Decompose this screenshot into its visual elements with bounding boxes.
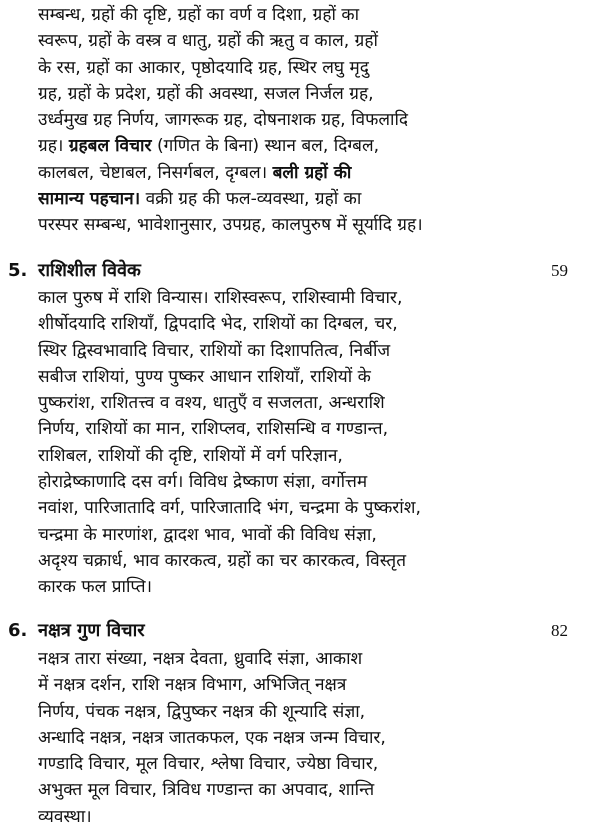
text-line [38, 699, 508, 725]
bold-text-segment: ग्रहबल विचार [68, 136, 152, 157]
text-line [38, 416, 508, 442]
text-segment: स्थिर द्विस्वभावादि विचार, राशियों का दिशापतित्व, निर्बीज [38, 340, 391, 361]
text-line [38, 804, 508, 830]
text-segment: उर्ध्वमुख ग्रह निर्णय, जागरूक ग्रह, दोषनाशक ग्रह, विफलादि [38, 110, 409, 131]
text-segment: चन्द्रमा के मारणांश, द्वादश भाव, भावों की विविध संज्ञा, [38, 524, 377, 545]
text-segment: राशिबल, राशियों की दृष्टि, राशियों में वर्ग परिज्ञान, [38, 445, 343, 466]
text-segment: ग्रह, ग्रहों के प्रदेश, ग्रहों की अवस्था, सजल निर्जल ग्रह, [38, 83, 374, 104]
text-segment: वक्री ग्रह की फल-व्यवस्था, ग्रहों का [140, 189, 362, 210]
text-line [38, 160, 508, 186]
chapter-number: 6. [8, 620, 28, 641]
text-line [38, 495, 508, 521]
text-segment: गण्डादि विचार, मूल विचार, श्लेषा विचार, ज्येष्ठा विचार, [38, 754, 379, 775]
text-segment: पुष्करांश, राशितत्त्व व वश्य, धातुएँ व सजलता, अन्धराशि [38, 393, 385, 414]
text-line [38, 469, 508, 495]
chapter-5-paragraph [38, 285, 508, 601]
text-line [38, 390, 508, 416]
text-segment: ग्रह। [38, 136, 69, 157]
text-segment: व्यवस्था। [38, 806, 92, 827]
text-segment: होराद्रेष्काणादि दस वर्ग। विविध द्रेष्काण संज्ञा, वर्गोत्तम [38, 472, 368, 493]
text-line [38, 646, 508, 672]
bold-text-segment: सामान्य पहचान। [38, 189, 141, 210]
text-segment: परस्पर सम्बन्ध, भावेशानुसार, उपग्रह, कालपुरुष में सूर्यादि ग्रह। [38, 215, 423, 236]
chapter-6-paragraph [38, 646, 508, 830]
text-line [38, 672, 508, 698]
chapter-page-number: 59 [551, 261, 568, 280]
text-segment: अभुक्त मूल विचार, त्रिविध गण्डान्त का अपवाद, शान्ति [38, 780, 375, 801]
text-line [38, 107, 508, 133]
text-line [38, 548, 508, 574]
chapter-page-number: 82 [551, 621, 568, 640]
text-line [38, 522, 508, 548]
chapter-heading-5 [8, 257, 568, 285]
text-line [38, 81, 508, 107]
text-line [38, 2, 508, 28]
text-segment: कालबल, चेष्टाबल, निसर्गबल, दृग्बल। [38, 162, 273, 183]
text-line [38, 311, 508, 337]
text-segment: में नक्षत्र दर्शन, राशि नक्षत्र विभाग, अभिजित् नक्षत्र [38, 675, 347, 696]
chapter-number: 5. [8, 260, 28, 281]
text-segment: के रस, ग्रहों का आकार, पृष्ठोदयादि ग्रह, स्थिर लघु मृदु [38, 57, 369, 78]
text-line [38, 777, 508, 803]
bold-text-segment: बली ग्रहों की [272, 162, 352, 183]
text-line [38, 338, 508, 364]
text-segment: कारक फल प्राप्ति। [38, 577, 153, 598]
chapter-title: राशिशील विवेक [38, 260, 141, 281]
text-segment: अन्धादि नक्षत्र, नक्षत्र जातकफल, एक नक्षत्र जन्म विचार, [38, 727, 386, 748]
text-segment: नवांश, पारिजातादि वर्ग, पारिजातादि भंग, चन्द्रमा के पुष्करांश, [38, 498, 421, 519]
text-line [38, 443, 508, 469]
text-line [38, 55, 508, 81]
text-segment: निर्णय, पंचक नक्षत्र, द्विपुष्कर नक्षत्र की शून्यादि संज्ञा, [38, 701, 366, 722]
text-segment: स्वरूप, ग्रहों के वस्त्र व धातु, ग्रहों की ऋतु व काल, ग्रहों [38, 31, 378, 52]
text-segment: (गणित के बिना) स्थान बल, दिग्बल, [151, 136, 380, 157]
text-line [38, 725, 508, 751]
intro-paragraph [38, 2, 508, 239]
text-line [38, 285, 508, 311]
text-line [38, 28, 508, 54]
text-line [38, 186, 508, 212]
text-line [38, 574, 508, 600]
text-line [38, 364, 508, 390]
text-line [38, 751, 508, 777]
text-segment: निर्णय, राशियों का मान, राशिप्लव, राशिसन्धि व गण्डान्त, [38, 419, 389, 440]
text-segment: सबीज राशियां, पुण्य पुष्कर आधान राशियाँ, राशियों के [38, 366, 371, 387]
text-line [38, 212, 508, 238]
chapter-title: नक्षत्र गुण विचार [38, 620, 145, 641]
text-segment: शीर्षोदयादि राशियाँ, द्विपदादि भेद, राशियों का दिग्बल, चर, [38, 314, 398, 335]
chapter-heading-6 [8, 617, 568, 645]
text-segment: अदृश्य चक्रार्ध, भाव कारकत्व, ग्रहों का चर कारकत्व, विस्तृत [38, 550, 406, 571]
text-segment: सम्बन्ध, ग्रहों की दृष्टि, ग्रहों का वर्ण व दिशा, ग्रहों का [38, 5, 360, 25]
text-segment: नक्षत्र तारा संख्या, नक्षत्र देवता, ध्रुवादि संज्ञा, आकाश [38, 649, 363, 669]
text-line [38, 133, 508, 159]
text-segment: काल पुरुष में राशि विन्यास। राशिस्वरूप, राशिस्वामी विचार, [38, 288, 403, 308]
